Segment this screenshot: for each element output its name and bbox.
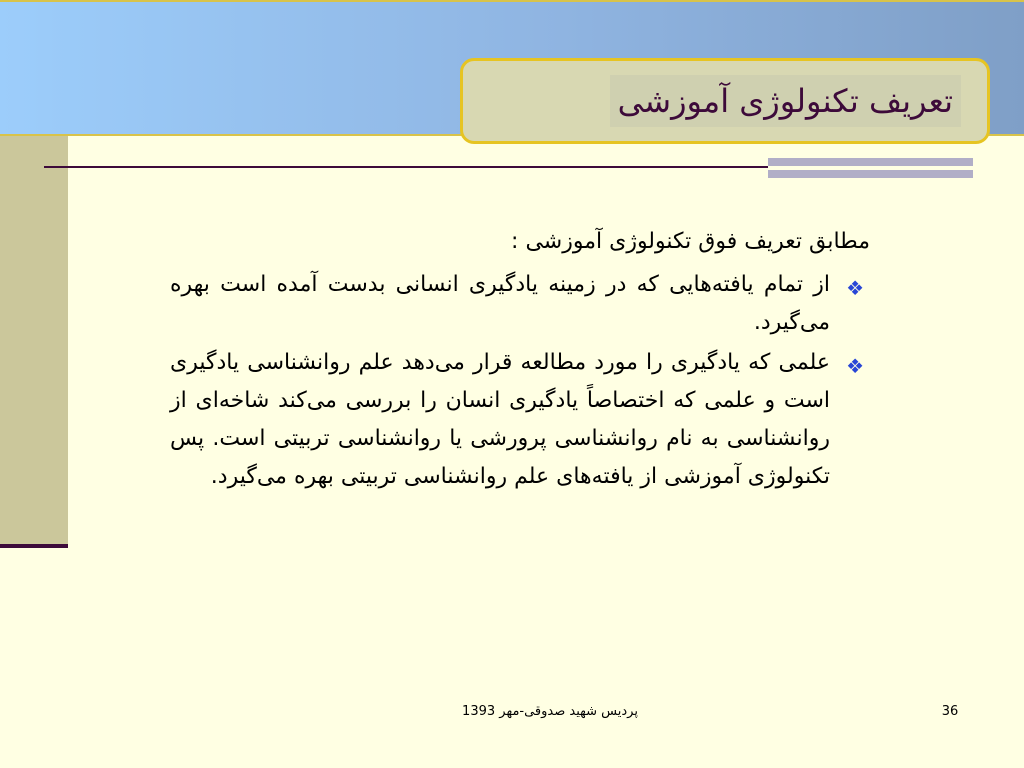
slide-number: 36 xyxy=(941,704,959,719)
diamond-bullet-icon: ❖ xyxy=(846,276,864,300)
slide-content xyxy=(170,222,870,498)
slide-title: تعریف تکنولوژی آموزشی xyxy=(610,75,961,127)
bullet-item-1 xyxy=(170,266,870,342)
intro-text: مطابق تعریف فوق تکنولوژی آموزشی : xyxy=(511,229,870,254)
left-strip-bottom-rule xyxy=(0,544,68,548)
footer-text: پردیس شهید صدوقی-مهر 1393 xyxy=(462,704,638,719)
title-rule-line xyxy=(44,166,768,168)
bullet-item-2 xyxy=(170,344,870,496)
rule-bar-bottom xyxy=(768,170,973,178)
rule-bar-top xyxy=(768,158,973,166)
left-decorative-strip xyxy=(0,136,68,546)
bullet-text: علمی که یادگیری را مورد مطالعه قرار می‌دهد علم روانشناسی یادگیری است و علمی که اختصاصاً یادگیری انسان را بررسی می‌کند شاخه‌ای از روانشناسی به نام روانشناسی پرورشی یا روانشناسی تربیتی است. پس تکنولوژی آموزشی از یافته‌های علم روانشناسی تربیتی بهره می‌گیرد. xyxy=(170,350,830,489)
bullet-text: از تمام یافته‌هایی که در زمینه یادگیری انسانی بدست آمده است بهره می‌گیرد. xyxy=(170,272,830,335)
slide-title-box xyxy=(460,58,990,144)
diamond-bullet-icon: ❖ xyxy=(846,354,864,378)
title-rule-bars xyxy=(768,158,973,180)
